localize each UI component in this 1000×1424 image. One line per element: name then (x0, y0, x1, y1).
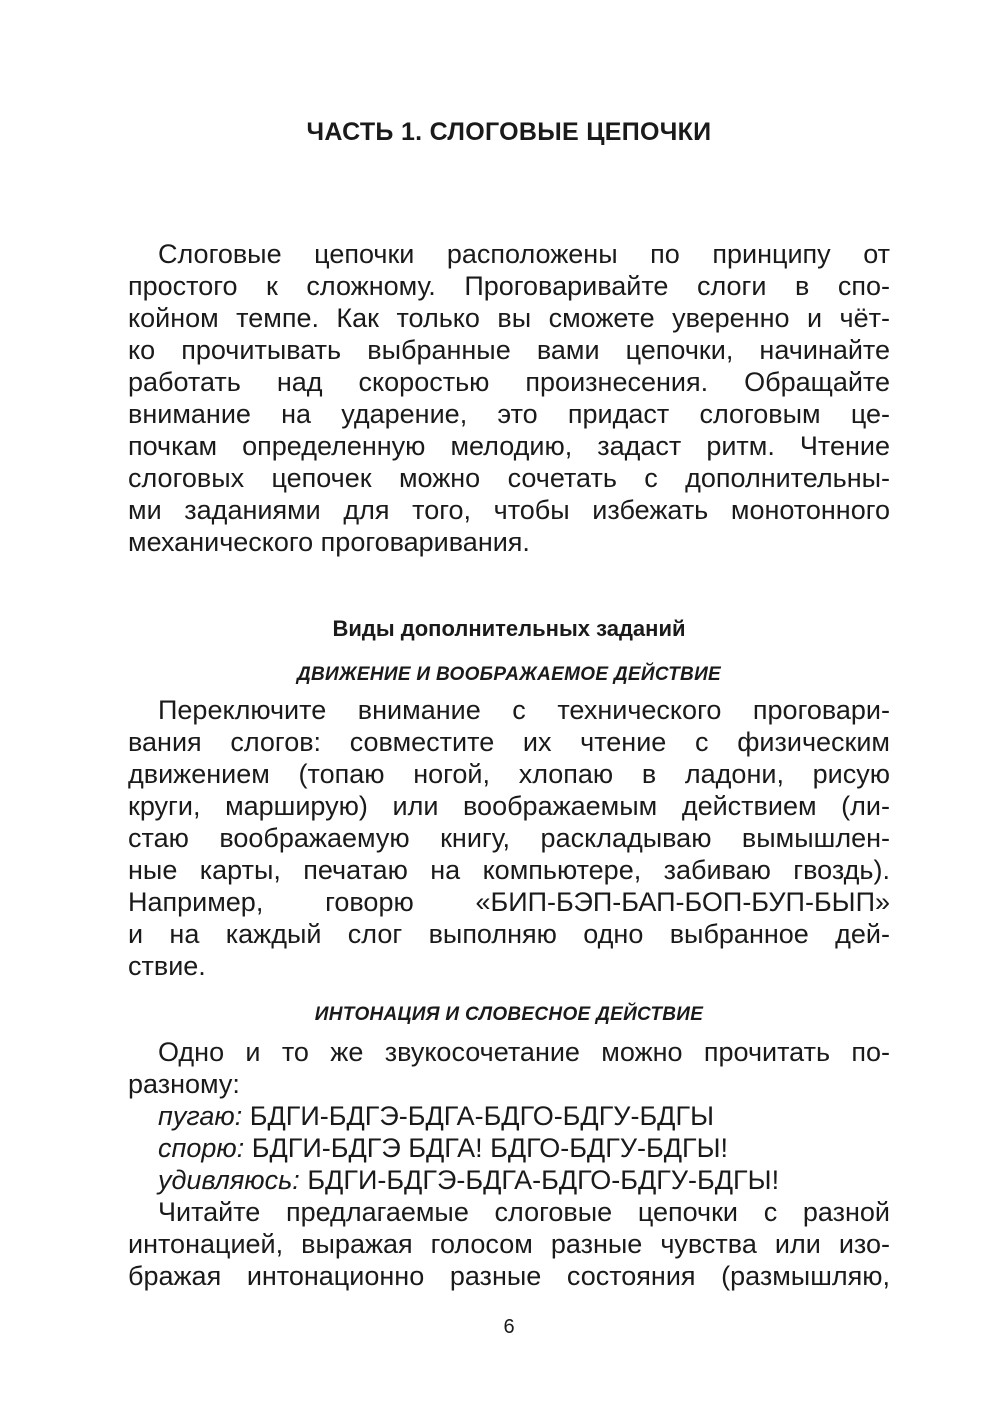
intonation-line: Одно и то же звукосочетание можно прочитать по- (158, 1037, 890, 1067)
intro-line: почкам определенную мелодию, задаст ритм. Чтение (128, 431, 890, 461)
intro-line: ко прочитывать выбранные вами цепочки, начинайте (128, 335, 890, 365)
closing-line: Читайте предлагаемые слоговые цепочки с разной (158, 1197, 890, 1227)
closing-line: бражая интонационно разные состояния (размышляю, (128, 1261, 890, 1291)
example-syllables: БДГИ-БДГЭ-БДГА-БДГО-БДГУ-БДГЫ (249, 1101, 714, 1131)
movement-line: вания слогов: совместите их чтение с физическим (128, 727, 890, 757)
intro-line: внимание на ударение, это придаст слоговым це- (128, 399, 890, 429)
movement-line: ствие. (128, 951, 206, 981)
example-line (158, 1100, 890, 1132)
closing-line: интонацией, выражая голосом разные чувства или изо- (128, 1229, 890, 1259)
movement-paragraph (128, 694, 890, 982)
movement-line: и на каждый слог выполняю одно выбранное дей- (128, 919, 890, 949)
closing-paragraph (128, 1196, 890, 1292)
example-line (158, 1164, 890, 1196)
example-label: удивляюсь: (158, 1165, 300, 1195)
example-syllables: БДГИ-БДГЭ БДГА! БДГО-БДГУ-БДГЫ! (251, 1133, 729, 1163)
intro-line: слоговых цепочек можно сочетать с дополнительны- (128, 463, 890, 493)
section-title: Виды дополнительных заданий (332, 616, 686, 641)
intro-line: койном темпе. Как только вы сможете уверенно и чёт- (128, 303, 890, 333)
intonation-paragraph (128, 1036, 890, 1100)
chapter-title: ЧАСТЬ 1. СЛОГОВЫЕ ЦЕПОЧКИ (306, 118, 712, 146)
intonation-line: разному: (128, 1069, 240, 1099)
movement-line: стаю воображаемую книгу, раскладываю вымышлен- (128, 823, 890, 853)
movement-line: Например, говорю «БИП-БЭП-БАП-БОП-БУП-БЫП» (128, 887, 890, 917)
movement-subtitle: ДВИЖЕНИЕ И ВООБРАЖАЕМОЕ ДЕЙСТВИЕ (296, 664, 722, 685)
intonation-subtitle: ИНТОНАЦИЯ И СЛОВЕСНОЕ ДЕЙСТВИЕ (314, 1004, 704, 1025)
movement-line: ные карты, печатаю на компьютере, забиваю гвоздь). (128, 855, 890, 885)
movement-line: круги, марширую) или воображаемым действием (ли- (128, 791, 890, 821)
intro-line: механического проговаривания. (128, 527, 530, 557)
intro-line: простого к сложному. Проговаривайте слоги в спо- (128, 271, 890, 301)
example-label: спорю: (158, 1133, 245, 1163)
intro-line: Слоговые цепочки расположены по принципу от (158, 239, 890, 269)
example-line (158, 1132, 890, 1164)
intro-paragraph (128, 238, 890, 558)
intro-line: ми заданиями для того, чтобы избежать монотонного (128, 495, 890, 525)
movement-line: движением (топаю ногой, хлопаю в ладони, рисую (128, 759, 890, 789)
page-number: 6 (503, 1316, 515, 1338)
movement-line: Переключите внимание с технического проговари- (158, 695, 890, 725)
intro-line: работать над скоростью произнесения. Обращайте (128, 367, 890, 397)
example-label: пугаю: (158, 1101, 243, 1131)
example-syllables: БДГИ-БДГЭ-БДГА-БДГО-БДГУ-БДГЫ! (307, 1165, 780, 1195)
intonation-examples (158, 1100, 890, 1196)
